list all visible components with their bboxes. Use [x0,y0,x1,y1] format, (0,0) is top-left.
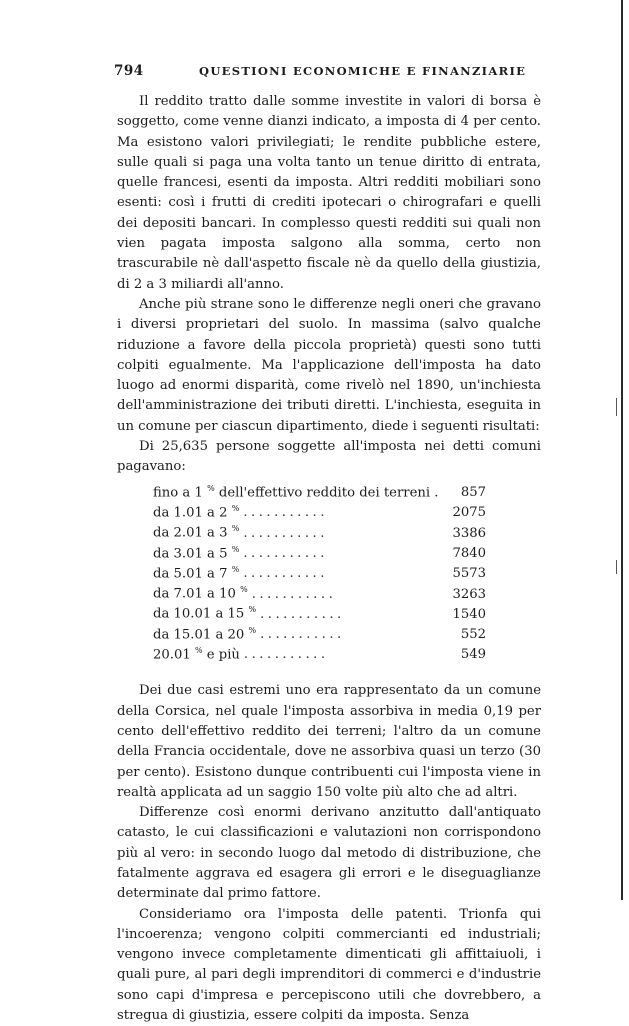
row-value: 7840 [452,545,486,561]
paragraph: Di 25,635 persone soggette all'imposta nei detti comuni pagavano: [117,439,541,475]
leader-dots: ........... [260,606,345,622]
leader-dots: ........... [243,525,328,541]
row-label: da 3.01 a 5 % [153,544,240,561]
page-body [117,92,541,1026]
page-number: 794 [114,63,144,79]
row-label: 20.01 % e più [153,646,240,663]
row-value: 3263 [452,586,486,602]
margin-mark [616,560,617,574]
row-label: fino a 1 % dell'effettivo reddito dei terreni . [153,483,439,501]
row-value: 552 [460,627,486,643]
paragraph: Consideriamo ora l'imposta delle patenti. Trionfa qui l'incoerenza; vengono colpiti commercianti ed industriali; vengono invece completamente dimenticati gli affittaiuoli, i quali pure, al pari degli imprenditori di commerci e d'industrie sono capi d'impresa e percepiscono utili che dovrebbero, a stregua di giustizia, essere colpiti da imposta. Senza [117,906,541,1024]
row-value: 857 [460,485,486,501]
row-value: 5573 [452,566,486,582]
leader-dots: ........... [243,647,329,663]
page-edge-rule [621,0,623,900]
row-value: 3386 [452,525,486,541]
table-row [153,479,486,499]
margin-mark [616,398,617,416]
row-label: da 2.01 a 3 % [153,524,240,541]
row-label: da 1.01 a 2 % [153,503,240,521]
row-value: 2075 [452,505,486,521]
leader-dots: ........... [243,545,328,561]
leader-dots: ........... [243,505,328,521]
row-label: da 10.01 a 15 % [153,605,257,622]
row-value: 549 [460,647,486,663]
leader-dots: ........... [260,627,345,643]
row-label: da 5.01 a 7 % [153,564,240,582]
row-value: 1540 [452,606,486,622]
row-label: da 15.01 a 20 % [153,625,257,643]
leader-dots: ........... [251,586,337,602]
running-title: QUESTIONI ECONOMICHE E FINANZIARIE [199,64,527,78]
row-label: da 7.01 a 10 % [153,585,248,602]
page-header [114,63,542,83]
paragraph: Dei due casi estremi uno era rappresentato da un comune della Corsica, nel quale l'imposta assorbiva in media 0,19 per cento dell'effettivo reddito dei terreni; l'altro da un comune della Francia occidentale, dove ne assorbiva quasi un terzo (30 per cento). Esistono dunque contribuenti cui l'imposta viene in realtà applicata ad un saggio 150 volte più alto che ad altri. [117,683,541,800]
paragraph: Anche più strane sono le differenze negli oneri che gravano i diversi proprietari del suolo. In massima (salvo qualche riduzione a favore della piccola proprietà) questi sono tutti colpiti egualmente. Ma l'applicazione dell'imposta ha dato luogo ad enormi disparità, come rivelò nel 1890, un'inchiesta dell'amministrazione dei tributi diretti. L'inchiesta, eseguita in un comune per ciascun dipartimento, diede i seguenti risultati: [117,296,541,434]
paragraph: Il reddito tratto dalle somme investite in valori di borsa è soggetto, come venne dianzi indicato, a imposta di 4 per cento. Ma esistono valori privilegiati; le rendite pubbliche estere, sulle quali si paga una volta tanto un tenue diritto di entrata, quelle francesi, esenti da imposta. Altri redditi mobiliari sono esenti: così i frutti di crediti ipotecari o chirografari e quelli dei depositi bancari. In complesso questi redditi sui quali non vien pagata imposta salgono alla somma, certo non trascurabile nè dall'aspetto fiscale nè da quello della giustizia, di 2 a 3 miliardi all'anno. [117,94,541,292]
paragraph: Differenze così enormi derivano anzitutto dall'antiquato catasto, le cui classificazioni e valutazioni non corrispondono più al vero: in secondo luogo dal metodo di distribuzione, che fatalmente aggrava ed esagera gli errori e le diseguaglianze determinate dal primo fattore. [117,805,541,902]
tax-distribution-table [153,479,486,662]
leader-dots: ........... [243,566,328,582]
